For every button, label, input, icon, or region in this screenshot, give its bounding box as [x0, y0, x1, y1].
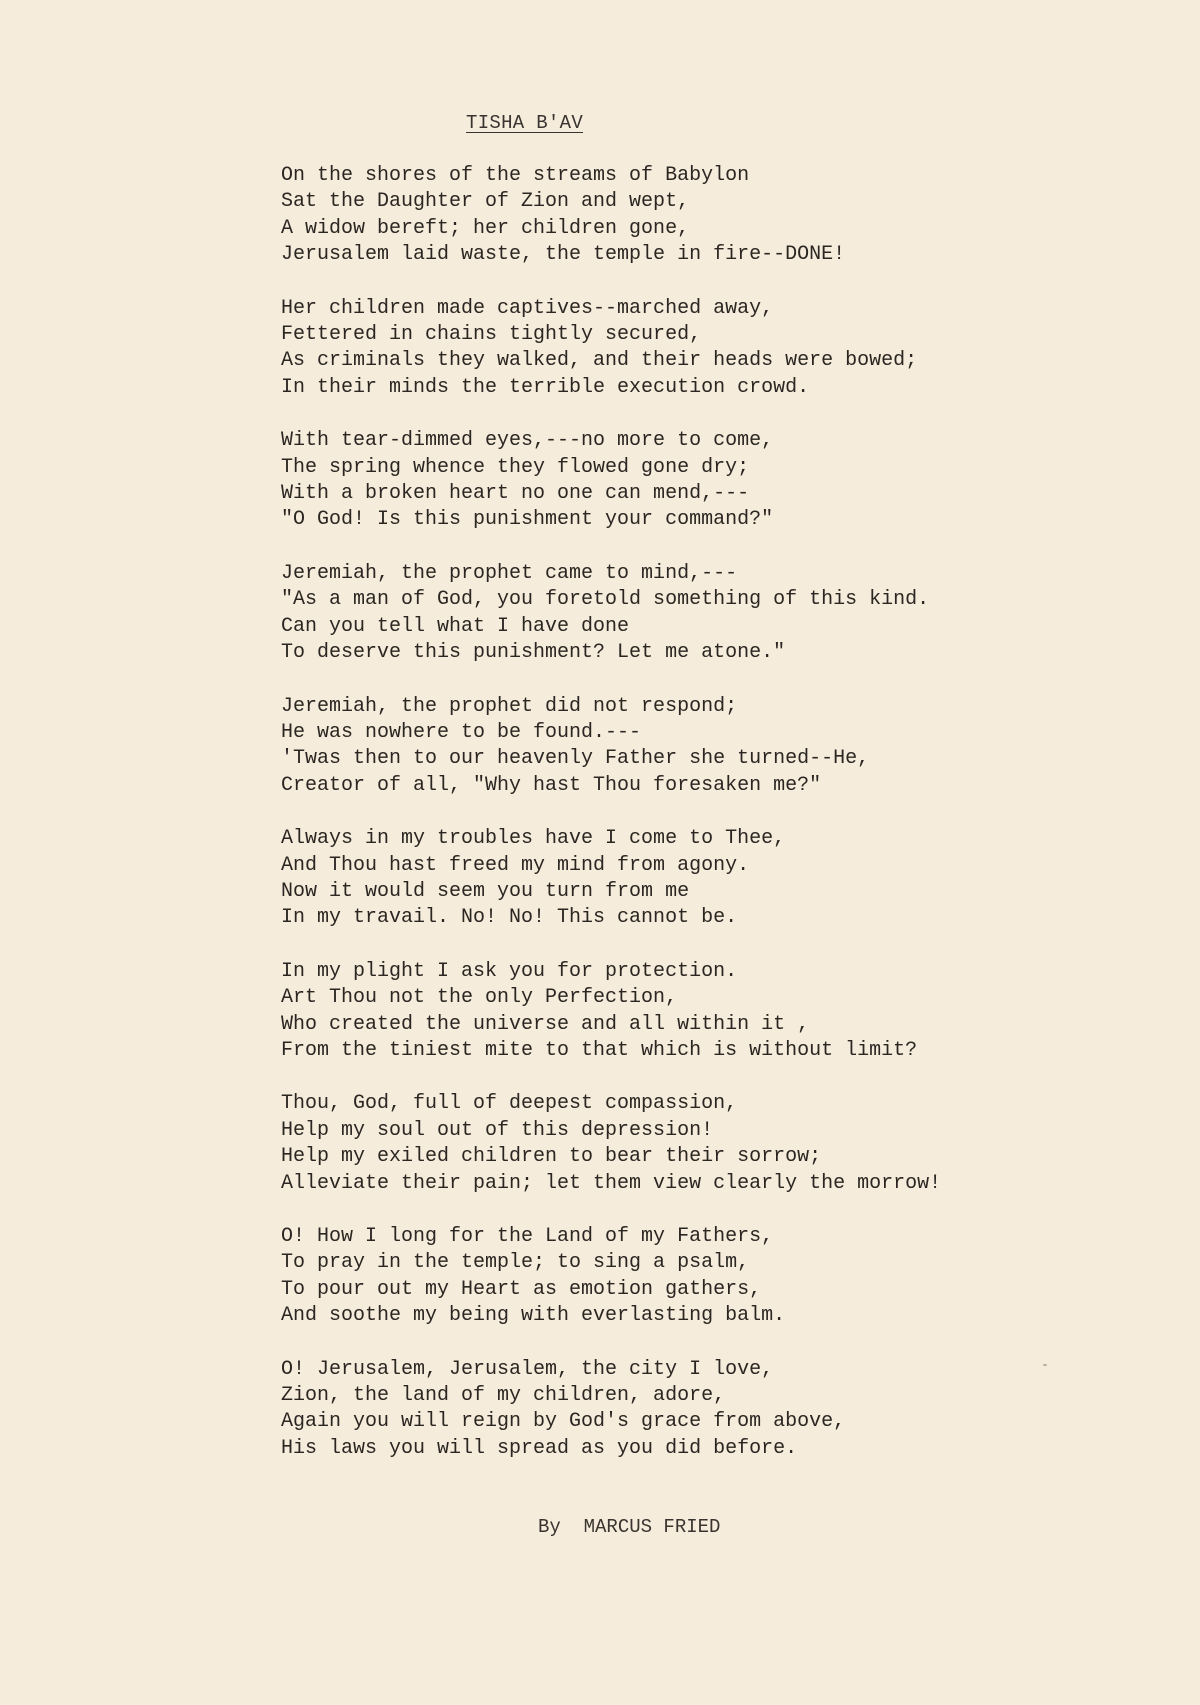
poem-line: On the shores of the streams of Babylon	[281, 164, 750, 187]
poem-line: A widow bereft; her children gone,	[281, 216, 690, 240]
poem-line: He was nowhere to be found.---	[281, 720, 642, 744]
stanza	[281, 826, 1141, 932]
poem-line: In my plight I ask you for protection.	[281, 959, 738, 983]
poem-line: "As a man of God, you foretold something of this kind.	[281, 588, 930, 612]
poem-line: In their minds the terrible execution crowd.	[281, 375, 810, 399]
poem-line: Who created the universe and all within it ,	[281, 1012, 810, 1036]
poem-line: His laws you will spread as you did before.	[281, 1436, 798, 1460]
stanza	[281, 296, 1141, 402]
poem-line: To deserve this punishment? Let me atone."	[281, 641, 786, 665]
stanza	[281, 959, 1141, 1065]
poem-line: Thou, God, full of deepest compassion,	[281, 1092, 738, 1116]
stanza	[281, 1091, 1141, 1197]
poem-body	[281, 163, 1141, 1489]
poem-line: Help my soul out of this depression!	[281, 1118, 714, 1142]
poem-line: With a broken heart no one can mend,---	[281, 482, 750, 506]
poem-line: Can you tell what I have done	[281, 614, 630, 638]
poem-line: Art Thou not the only Perfection,	[281, 986, 678, 1010]
stanza	[281, 694, 1141, 800]
poem-line: Fettered in chains tightly secured,	[281, 323, 702, 347]
stanza	[281, 1224, 1141, 1330]
poem-line: And soothe my being with everlasting balm.	[281, 1304, 786, 1328]
poem-title: TISHA B'AV	[466, 112, 584, 134]
stanza	[281, 1357, 1141, 1463]
poem-line: Always in my troubles have I come to Thee,	[281, 827, 786, 851]
poem-line: And Thou hast freed my mind from agony.	[281, 853, 750, 877]
paper-speck	[1043, 1364, 1047, 1366]
poem-line: As criminals they walked, and their heads were bowed;	[281, 349, 918, 373]
poem-line: Her children made captives--marched away,	[281, 296, 774, 320]
stanza	[281, 163, 1141, 269]
stanza	[281, 428, 1141, 534]
poem-line: To pray in the temple; to sing a psalm,	[281, 1251, 750, 1275]
poem-line: Sat the Daughter of Zion and wept,	[281, 190, 690, 214]
poem-line: From the tiniest mite to that which is without limit?	[281, 1038, 918, 1062]
stanza	[281, 561, 1141, 667]
poem-line: In my travail. No! No! This cannot be.	[281, 906, 738, 930]
poem-line: Help my exiled children to bear their sorrow;	[281, 1145, 822, 1169]
poem-line: Jerusalem laid waste, the temple in fire--DONE!	[281, 243, 846, 267]
poem-line: 'Twas then to our heavenly Father she turned--He,	[281, 747, 870, 771]
poem-line: Again you will reign by God's grace from above,	[281, 1410, 846, 1434]
poem-line: O! Jerusalem, Jerusalem, the city I love,	[281, 1357, 774, 1381]
poem-line: Alleviate their pain; let them view clearly the morrow!	[281, 1171, 942, 1195]
poem-line: With tear-dimmed eyes,---no more to come,	[281, 429, 774, 453]
poem-line: The spring whence they flowed gone dry;	[281, 455, 750, 479]
poem-line: Creator of all, "Why hast Thou foresaken me?"	[281, 773, 822, 797]
poem-line: "O God! Is this punishment your command?"	[281, 508, 774, 532]
poem-line: Jeremiah, the prophet came to mind,---	[281, 561, 738, 585]
poem-line: Now it would seem you turn from me	[281, 879, 690, 903]
poem-line: To pour out my Heart as emotion gathers,	[281, 1277, 762, 1301]
author-byline: By MARCUS FRIED	[538, 1516, 721, 1538]
poem-line: Zion, the land of my children, adore,	[281, 1384, 726, 1408]
poem-line: Jeremiah, the prophet did not respond;	[281, 694, 738, 718]
poem-line: O! How I long for the Land of my Fathers,	[281, 1225, 774, 1248]
